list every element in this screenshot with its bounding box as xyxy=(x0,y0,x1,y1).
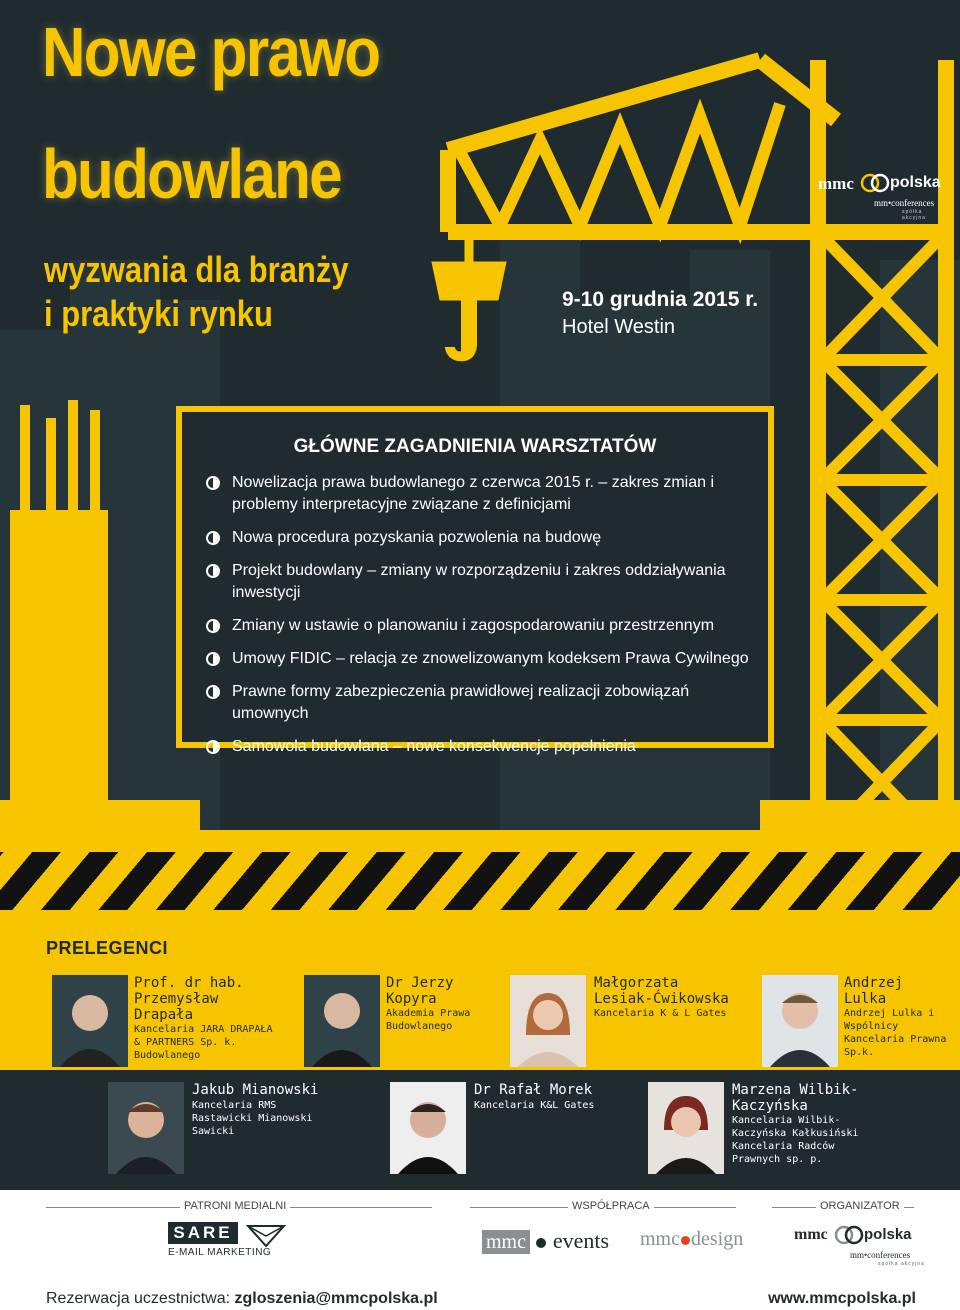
dot-icon xyxy=(536,1238,546,1248)
subtitle-line-1: wyzwania dla branży xyxy=(44,249,349,290)
speaker-name: Prof. dr hab. Przemysław Drapała xyxy=(134,975,244,1023)
speaker-affiliation: Kancelaria RMS Rastawicki Mianowski Sawicki xyxy=(192,1100,313,1137)
speaker-photo xyxy=(390,1082,466,1174)
organizer-brand-left: mmc xyxy=(794,1226,828,1243)
speaker-affiliation: Kancelaria K&L Gates xyxy=(474,1100,595,1111)
speaker-affiliation: Akademia Prawa Budowlanego xyxy=(386,1008,471,1032)
speaker-photo xyxy=(648,1082,724,1174)
agenda-item xyxy=(202,527,762,549)
sare-logo xyxy=(168,1222,302,1262)
agenda-item xyxy=(202,472,762,516)
sare-logo-sub: E-MAIL MARKETING xyxy=(168,1247,272,1258)
media-partners-label: PATRONI MEDIALNI xyxy=(180,1200,290,1212)
logo-tagline: mm•conferences xyxy=(874,198,935,208)
mmc-design-right: design xyxy=(691,1228,744,1250)
mmc-design-logo xyxy=(640,1228,743,1258)
bullet-icon xyxy=(206,564,220,578)
mmc-design-left: mmc xyxy=(640,1228,680,1250)
logo-brand-right: polska xyxy=(890,174,941,191)
person-icon xyxy=(762,975,838,1067)
bullet-icon xyxy=(206,740,220,754)
agenda-item xyxy=(202,648,762,670)
speaker-name: Małgorzata Lesiak-Ćwikowska xyxy=(594,975,729,1007)
contact-label: Rezerwacja uczestnictwa: xyxy=(46,1290,231,1307)
mmc-events-logo xyxy=(482,1228,609,1258)
speaker-photo xyxy=(762,975,838,1067)
bullet-icon xyxy=(206,531,220,545)
agenda-item-text: Prawne formy zabezpieczenia prawidłowej realizacji zobowiązań umownych xyxy=(232,683,690,722)
agenda-item xyxy=(202,681,762,725)
subtitle-line-2: i praktyki rynku xyxy=(44,293,273,334)
agenda-list xyxy=(202,472,762,769)
speaker-affiliation: Kancelaria Wilbik-Kaczyńska Kałkusiński Kancelaria Radców Prawnych sp. p. xyxy=(732,1115,859,1165)
mmc-events-right: events xyxy=(552,1228,610,1253)
website-link[interactable]: www.mmcpolska.pl xyxy=(768,1290,916,1307)
speaker-name: Andrzej Lulka xyxy=(844,975,904,1007)
sare-logo-name: SARE xyxy=(168,1222,238,1244)
speaker-photo xyxy=(304,975,380,1067)
agenda-item xyxy=(202,560,762,604)
bullet-icon xyxy=(206,619,220,633)
person-icon xyxy=(648,1082,724,1174)
organizer-tagline: mm•conferences xyxy=(850,1250,911,1260)
bullet-icon xyxy=(206,652,220,666)
speaker-affiliation: Kancelaria JARA DRAPAŁA & PARTNERS Sp. k. Budowlanego xyxy=(134,1024,273,1061)
mmc-events-left: mmc xyxy=(482,1230,530,1254)
person-icon xyxy=(52,975,128,1067)
logo-tagline-sub: spółka akcyjna xyxy=(902,209,926,221)
event-date: 9-10 grudnia 2015 r. xyxy=(562,288,759,311)
organizer-label: ORGANIZATOR xyxy=(816,1200,904,1212)
agenda-item-text: Nowelizacja prawa budowlanego z czerwca 2015 r. – zakres zmian i problemy interpretacyjne związane z definicjami xyxy=(232,474,715,513)
agenda-heading: GŁÓWNE ZAGADNIENIA WARSZTATÓW xyxy=(293,436,657,457)
speaker-photo xyxy=(52,975,128,1067)
agenda-item-text: Projekt budowlany – zmiany w rozporządzeniu i zakres oddziaływania inwestycji xyxy=(232,562,726,601)
contact-email-link[interactable]: zgloszenia@mmcpolska.pl xyxy=(234,1290,438,1307)
speakers-heading: PRELEGENCI xyxy=(46,938,169,958)
agenda-item-text: Samowola budowlana – nowe konsekwencje popełnienia xyxy=(232,738,636,755)
bullet-icon xyxy=(206,476,220,490)
speaker-name: Jakub Mianowski xyxy=(192,1082,319,1098)
design-dot-icon xyxy=(681,1236,690,1245)
person-icon xyxy=(108,1082,184,1174)
agenda-item-text: Zmiany w ustawie o planowaniu i zagospodarowaniu przestrzennym xyxy=(232,617,715,634)
agenda-item-text: Umowy FIDIC – relacja ze znowelizowanym kodeksem Prawa Cywilnego xyxy=(232,650,749,667)
logo-brand-left: mmc xyxy=(818,174,854,193)
speaker-name: Dr Jerzy Kopyra xyxy=(386,975,454,1007)
organizer-tagline-sub: spółka akcyjna xyxy=(878,1261,925,1267)
person-icon xyxy=(390,1082,466,1174)
bullet-icon xyxy=(206,685,220,699)
speaker-affiliation: Kancelaria K & L Gates xyxy=(594,1008,727,1019)
title-line-2: budowlane xyxy=(42,135,341,213)
agenda-item-text: Nowa procedura pozyskania pozwolenia na budowę xyxy=(232,529,602,546)
agenda-item xyxy=(202,736,762,758)
hazard-stripes xyxy=(0,852,960,910)
agenda-item xyxy=(202,615,762,637)
person-icon xyxy=(304,975,380,1067)
speaker-photo xyxy=(510,975,586,1067)
organizer-brand-right: polska xyxy=(864,1226,912,1243)
speaker-photo xyxy=(108,1082,184,1174)
speaker-name: Marzena Wilbik-Kaczyńska xyxy=(732,1082,859,1114)
event-venue: Hotel Westin xyxy=(562,316,676,338)
organizer-rings-icon xyxy=(834,1222,864,1248)
speaker-affiliation: Andrzej Lulka i Wspólnicy Kancelaria Prawna Sp.k. xyxy=(844,1008,947,1058)
mmc-polska-logo xyxy=(810,170,946,220)
contact-line xyxy=(46,1290,438,1308)
agenda-board xyxy=(176,406,774,755)
envelope-icon xyxy=(246,1222,286,1248)
title-line-1: Nowe prawo xyxy=(42,13,380,91)
cooperation-label: WSPÓŁPRACA xyxy=(568,1200,654,1212)
organizer-logo xyxy=(790,1222,926,1272)
speaker-name: Dr Rafał Morek xyxy=(474,1082,593,1098)
subtitle xyxy=(44,248,349,336)
logo-rings-icon xyxy=(860,170,890,196)
person-icon xyxy=(510,975,586,1067)
main-title xyxy=(42,10,379,216)
